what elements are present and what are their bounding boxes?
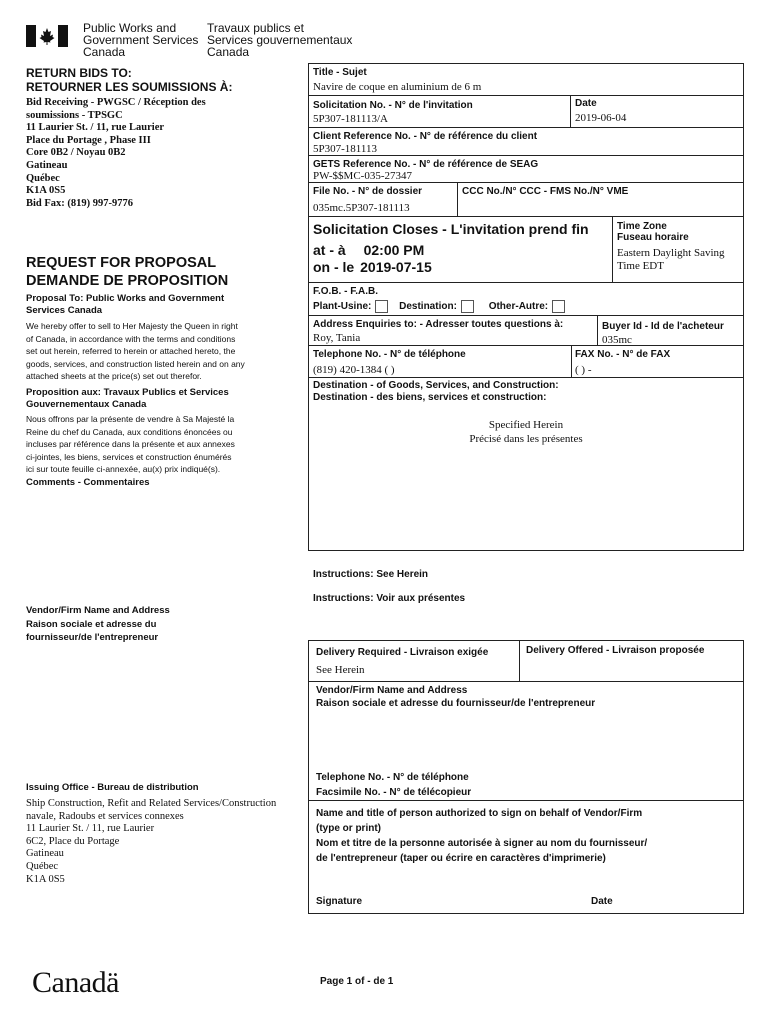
canada-wordmark: Canadä <box>32 966 119 999</box>
issuing-office-address: Ship Construction, Refit and Related Services/Construction navale, Radoubs et services connexes 11 Laurier St. / 11, rue Laurier 6C2, Place du Portage Gatineau Québec K1A 0S5 <box>26 798 277 885</box>
title-value: Navire de coque en aluminium de 6 m <box>313 81 482 93</box>
destination-checkbox[interactable] <box>461 300 474 313</box>
solicitation-value: 5P307-181113/A <box>313 113 388 125</box>
closing-on <box>313 259 432 275</box>
delivery-required-label: Delivery Required - Livraison exigée <box>316 647 489 658</box>
date-value: 2019-06-04 <box>575 112 627 124</box>
closes-title: Solicitation Closes - L'invitation prend fin <box>313 221 589 237</box>
ccc-label: CCC No./N° CCC - FMS No./N° VME <box>462 186 629 197</box>
other-checkbox[interactable] <box>552 300 565 313</box>
buyer-id-label: Buyer Id - Id de l'acheteur <box>602 321 724 332</box>
fob-label: F.O.B. - F.A.B. <box>313 286 378 297</box>
return-bids-address: Bid Receiving - PWGSC / Réception des soumissions - TPSGC 11 Laurier St. / 11, rue Laurier Place du Portage , Phase III Core 0B2 / Noyau 0B2 Gatineau Québec K1A 0S5 Bid Fax: (819) 997-9776 <box>26 97 206 209</box>
date-label: Date <box>575 98 597 109</box>
telephone-label: Telephone No. - N° de téléphone <box>313 349 466 360</box>
proposition-text: Nous offrons par la présente de vendre à Sa Majesté la Reine du chef du Canada, aux conditions énoncées ou incluses par référence dans la présente et aux annexes ci-jointes, les biens, services et construction énumérés ici sur toute feuille ci-annexée, au(x) prix indiqué(s). <box>26 414 235 475</box>
canada-flag-icon <box>26 25 68 47</box>
vendor-telephone-label: Telephone No. - N° de téléphone <box>316 772 469 783</box>
client-ref-value: 5P307-181113 <box>313 143 377 155</box>
department-name-fr: Travaux publics et Services gouvernementaux Canada <box>207 21 353 59</box>
return-bids-title: RETURN BIDS TO: RETOURNER LES SOUMISSIONS À: <box>26 66 233 94</box>
telephone-value: (819) 420-1384 ( ) <box>313 364 395 376</box>
proposition-heading: Proposition aux: Travaux Publics et Services Gouvernementaux Canada <box>26 387 229 410</box>
on-label: on - le <box>313 259 355 275</box>
plant-label: Plant-Usine: <box>313 301 372 313</box>
proposal-to-text: We hereby offer to sell to Her Majesty the Queen in right of Canada, in accordance with the terms and conditions set out herein, referred to herein or attached hereto, the goods, services, and construction listed herein and on any attached sheets at the price(s) set out therefor. <box>26 321 245 382</box>
department-name-en: Public Works and Government Services Canada <box>83 21 199 59</box>
comments-label: Comments - Commentaires <box>26 477 150 488</box>
vendor-left-label: Vendor/Firm Name and Address Raison sociale et adresse du fournisseur/de l'entrepreneur <box>26 605 170 643</box>
instructions-fr: Instructions: Voir aux présentes <box>313 593 466 604</box>
address-enquiries-label: Address Enquiries to: - Adresser toutes questions à: <box>313 319 564 330</box>
client-ref-label: Client Reference No. - N° de référence du client <box>313 131 538 142</box>
closing-date: 2019-07-15 <box>360 259 432 275</box>
issuing-office-label: Issuing Office - Bureau de distribution <box>26 782 199 793</box>
vendor-name-field[interactable] <box>316 712 736 767</box>
time-zone-label: Time Zone Fuseau horaire <box>617 221 689 243</box>
closing-time: 02:00 PM <box>363 242 425 258</box>
file-label: File No. - N° de dossier <box>313 186 423 197</box>
signature-date-label: Date <box>591 896 613 907</box>
instructions-en: Instructions: See Herein <box>313 569 429 580</box>
proposal-to-heading: Proposal To: Public Works and Government Services Canada <box>26 293 225 316</box>
time-zone-value: Eastern Daylight Saving Time EDT <box>617 247 725 272</box>
fax-value: ( ) - <box>575 364 592 376</box>
delivery-offered-label: Delivery Offered - Livraison proposée <box>526 645 705 656</box>
authorized-person-label: Name and title of person authorized to sign on behalf of Vendor/Firm (type or print) Nom et titre de la personne autorisée à signer au nom du fournisseur/ de l'entrepreneur (taper ou écrire en caractères d'imprimerie) <box>316 808 648 864</box>
solicitation-label: Solicitation No. - N° de l'invitation <box>313 100 473 111</box>
gets-label: GETS Reference No. - N° de référence de SEAG <box>313 159 539 170</box>
buyer-id-value: 035mc <box>602 334 632 346</box>
destination-goods-value: Specified Herein Précisé dans les présentes <box>469 419 583 445</box>
plant-checkbox[interactable] <box>375 300 388 313</box>
signature-label: Signature <box>316 896 363 907</box>
fax-label: FAX No. - N° de FAX <box>575 349 671 360</box>
destination-goods-label: Destination - of Goods, Services, and Construction: Destination - des biens, services et construction: <box>313 380 559 403</box>
vendor-facsimile-label: Facsimile No. - N° de télécopieur <box>316 787 472 798</box>
file-value: 035mc.5P307-181113 <box>313 202 410 214</box>
fob-options <box>313 300 573 313</box>
other-label: Other-Autre: <box>488 301 549 313</box>
page-number: Page 1 of - de 1 <box>320 976 394 987</box>
vendor-name-label: Vendor/Firm Name and Address Raison sociale et adresse du fournisseur/de l'entrepreneur <box>316 685 596 709</box>
rfp-title: REQUEST FOR PROPOSAL DEMANDE DE PROPOSITION <box>26 255 229 289</box>
title-label: Title - Sujet <box>313 67 367 78</box>
address-enquiries-value: Roy, Tania <box>313 332 361 344</box>
at-label: at - à <box>313 242 346 258</box>
gets-value: PW-$$MC-035-27347 <box>313 170 412 182</box>
destination-label: Destination: <box>399 301 457 313</box>
delivery-required-value: See Herein <box>316 664 365 676</box>
closing-at <box>313 242 424 258</box>
